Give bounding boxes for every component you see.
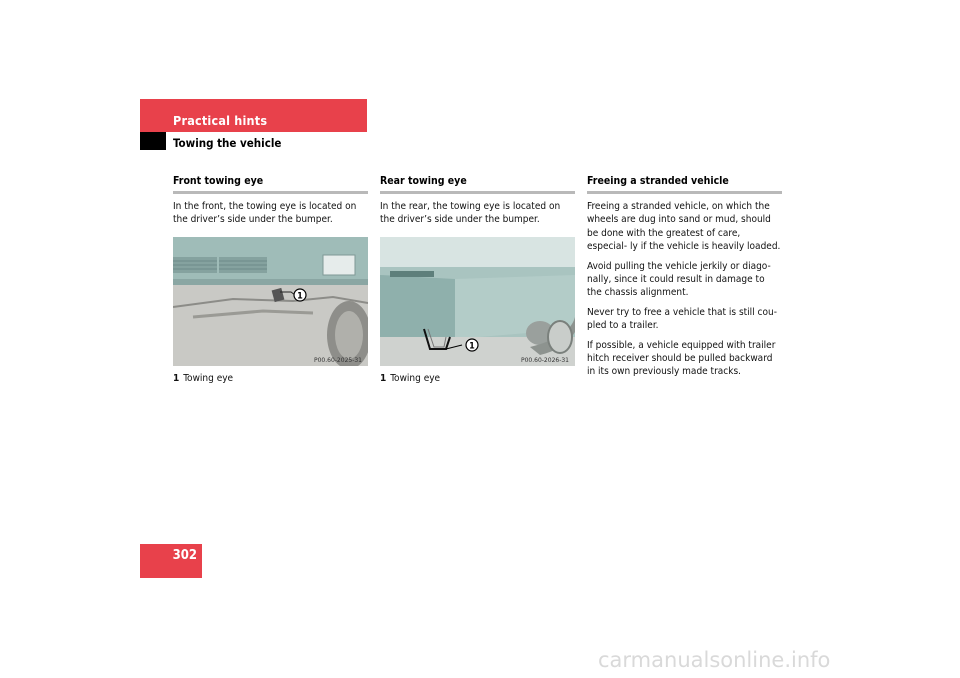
- subsection-marker: [140, 132, 166, 150]
- paragraph: Avoid pulling the vehicle jerkily or diago- nally, since it could result in damage to the chassis alignment.: [587, 260, 771, 299]
- page-number-box: [140, 544, 202, 578]
- front-bumper-illustration: [173, 237, 368, 366]
- front-towing-eye-text: In the front, the towing eye is located on the driver’s side under the bumper.: [173, 201, 357, 226]
- freeing-stranded-vehicle-heading: Freeing a stranded vehicle: [587, 175, 729, 187]
- subsection-title: Towing the vehicle: [173, 136, 282, 150]
- figure-callout: 1: [297, 291, 303, 302]
- figure-caption: [380, 372, 575, 385]
- freeing-stranded-vehicle-section: [587, 174, 782, 379]
- caption-number: 1: [173, 372, 180, 384]
- rear-towing-eye-figure: [380, 237, 575, 366]
- watermark: carmanualsonline.info: [598, 648, 831, 672]
- heading-rule: [173, 191, 368, 194]
- heading-rule: [380, 191, 575, 194]
- caption-text: Towing eye: [390, 372, 441, 384]
- figure-callout: 1: [469, 341, 475, 352]
- figure-caption: [173, 372, 368, 385]
- rear-towing-eye-heading: Rear towing eye: [380, 175, 467, 187]
- paragraph: Never try to free a vehicle that is still cou- pled to a trailer.: [587, 306, 777, 332]
- front-towing-eye-heading: Front towing eye: [173, 175, 264, 187]
- page-number: 302: [172, 548, 197, 563]
- caption-text: Towing eye: [183, 372, 234, 384]
- figure-code: P00.60-2026-31: [520, 356, 569, 364]
- rear-bumper-illustration: [380, 237, 575, 366]
- rear-towing-eye-text: In the rear, the towing eye is located on the driver’s side under the bumper.: [380, 201, 561, 226]
- figure-code: P00.60-2025-31: [313, 356, 362, 364]
- section-title: Practical hints: [173, 113, 268, 128]
- rear-towing-eye-section: [380, 174, 575, 385]
- heading-rule: [587, 191, 782, 194]
- front-towing-eye-section: [173, 174, 368, 385]
- front-towing-eye-figure: [173, 237, 368, 366]
- paragraph: Freeing a stranded vehicle, on which the wheels are dug into sand or mud, should be done with the greatest of care, especial- ly if the vehicle is heavily loaded.: [587, 201, 781, 253]
- caption-number: 1: [380, 372, 387, 384]
- paragraph: If possible, a vehicle equipped with trailer hitch receiver should be pulled backward in its own previously made tracks.: [587, 339, 776, 378]
